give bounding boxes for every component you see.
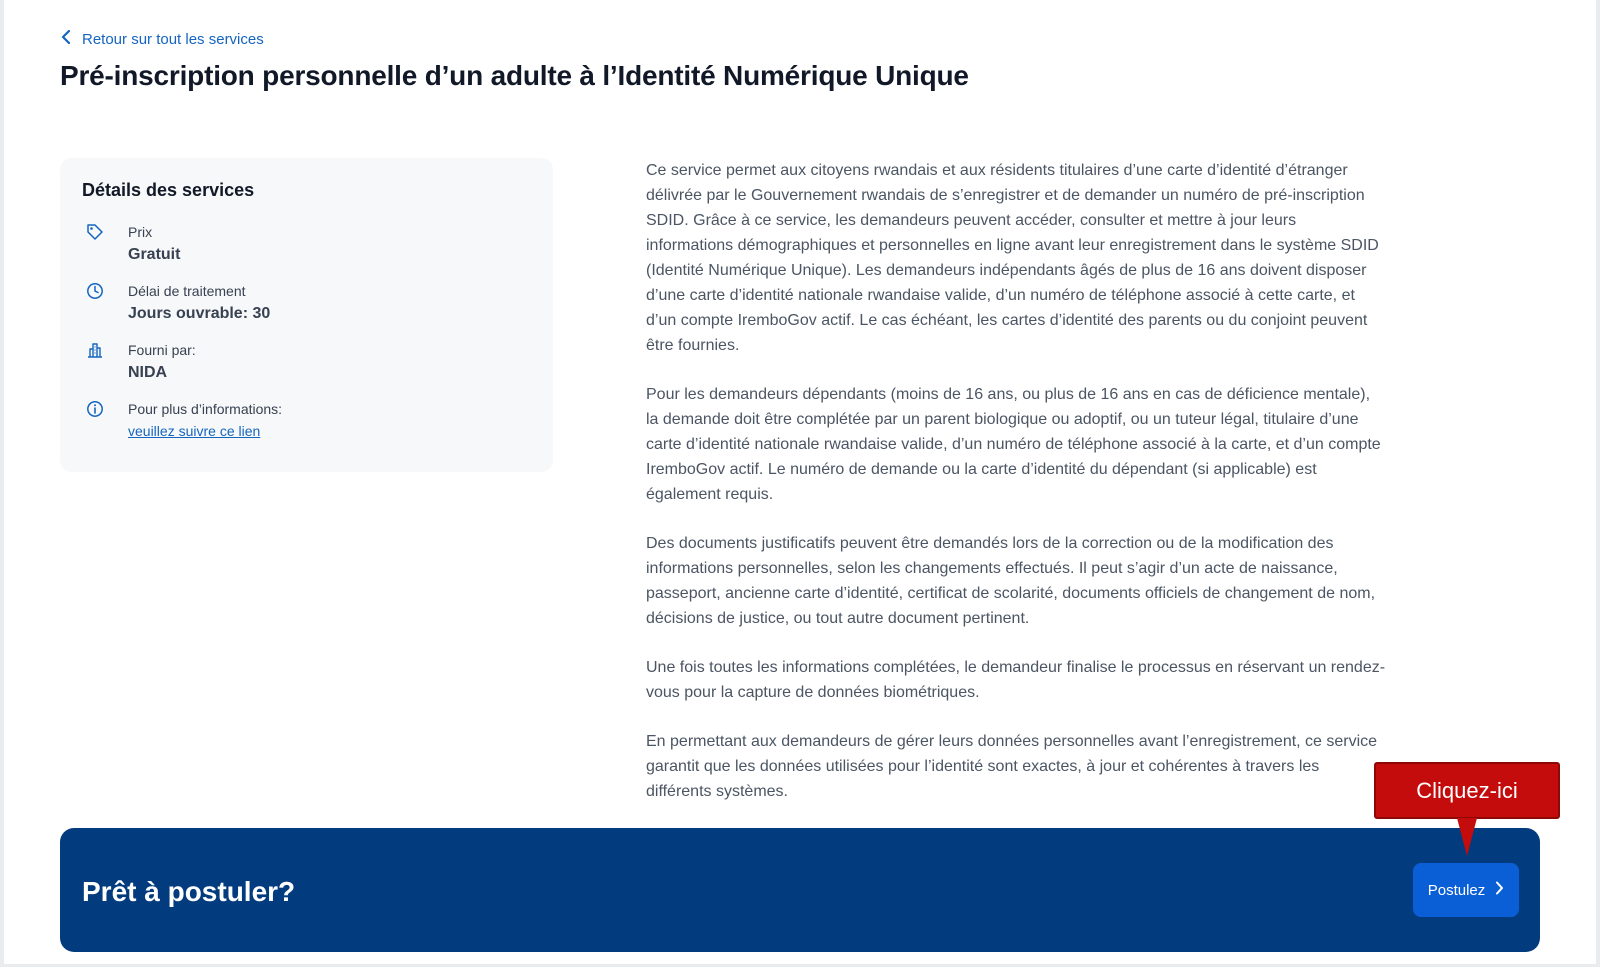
- detail-row-provider: [82, 339, 531, 382]
- price-tag-icon: [82, 221, 108, 243]
- more-info-link[interactable]: veuillez suivre ce lien: [128, 423, 261, 439]
- detail-label: Pour plus d’informations:: [128, 401, 283, 417]
- detail-value: Gratuit: [128, 246, 181, 263]
- detail-label: Prix: [128, 224, 153, 240]
- apply-button[interactable]: [1413, 863, 1519, 917]
- detail-row-price: [82, 221, 531, 264]
- chevron-left-icon: [60, 30, 72, 48]
- description-paragraph: Ce service permet aux citoyens rwandais et aux résidents titulaires d’une carte d’identité d’étranger délivrée par le Gouvernement rwandais de s’enregistrer et de demander un numéro de pré-inscription SDID. Grâce à ce service, les demandeurs peuvent accéder, consulter et mettre à jour leurs informations démographiques et personnelles en ligne avant leur enregistrement dans le système SDID (Identité Numérique Unique). Les demandeurs indépendants âgés de plus de 16 ans doivent disposer d’une carte d’identité nationale rwandaise valide, d’un numéro de téléphone associé à cette carte, et d’un compte IremboGov actif. Le cas échéant, les cartes d’identité des parents ou du conjoint peuvent être fournies.: [646, 162, 1379, 354]
- apply-banner-title: Prêt à postuler?: [82, 876, 296, 907]
- description-paragraph: Des documents justificatifs peuvent être demandés lors de la correction ou de la modification des informations personnelles, selon les changements effectués. Il peut s’agir d’un acte de naissance, passeport, ancienne carte d’identité, certificat de scolarité, documents officiels de changement de nom, décisions de justice, ou tout autre document pertinent.: [646, 535, 1376, 627]
- detail-value: NIDA: [128, 364, 168, 381]
- detail-label: Délai de traitement: [128, 283, 246, 299]
- details-title: Détails des services: [82, 180, 255, 200]
- building-icon: [82, 339, 108, 361]
- description-paragraph: En permettant aux demandeurs de gérer leurs données personnelles avant l’enregistrement, ce service garantit que les données utilisées pour l’identité sont exactes, à jour et cohérentes à travers les différents systèmes.: [646, 733, 1378, 800]
- description-paragraph: Une fois toutes les informations complétées, le demandeur finalise le processus en réservant un rendez-vous pour la capture de données biométriques.: [646, 659, 1386, 701]
- click-here-callout: Cliquez-ici: [1374, 762, 1560, 819]
- description-paragraph: Pour les demandeurs dépendants (moins de 16 ans, ou plus de 16 ans en cas de déficience mentale), la demande doit être complétée par un parent biologique ou adoptif, ou un tuteur légal, titulaire d’une carte d’identité nationale rwandaise valide, d’un numéro de téléphone associé à la carte, et d’un compte IremboGov actif. Le numéro de demande ou la carte d’identité du dépendant (si applicable) est également requis.: [646, 386, 1381, 503]
- service-description: [646, 158, 1386, 828]
- detail-row-more-info: [82, 398, 531, 441]
- clock-icon: [82, 280, 108, 302]
- info-icon: [82, 398, 108, 420]
- back-link-label: Retour sur tout les services: [82, 30, 264, 48]
- chevron-right-icon: [1495, 881, 1504, 899]
- detail-value: Jours ouvrable: 30: [128, 305, 271, 322]
- detail-label: Fourni par:: [128, 342, 196, 358]
- service-details-card: [60, 158, 553, 472]
- page-title: Pré-inscription personnelle d’un adulte à l’Identité Numérique Unique: [60, 60, 969, 91]
- back-link[interactable]: [60, 30, 264, 48]
- apply-banner: [60, 828, 1540, 952]
- detail-row-processing-time: [82, 280, 531, 323]
- apply-button-label: Postulez: [1427, 881, 1486, 899]
- callout-pointer: [1457, 818, 1477, 856]
